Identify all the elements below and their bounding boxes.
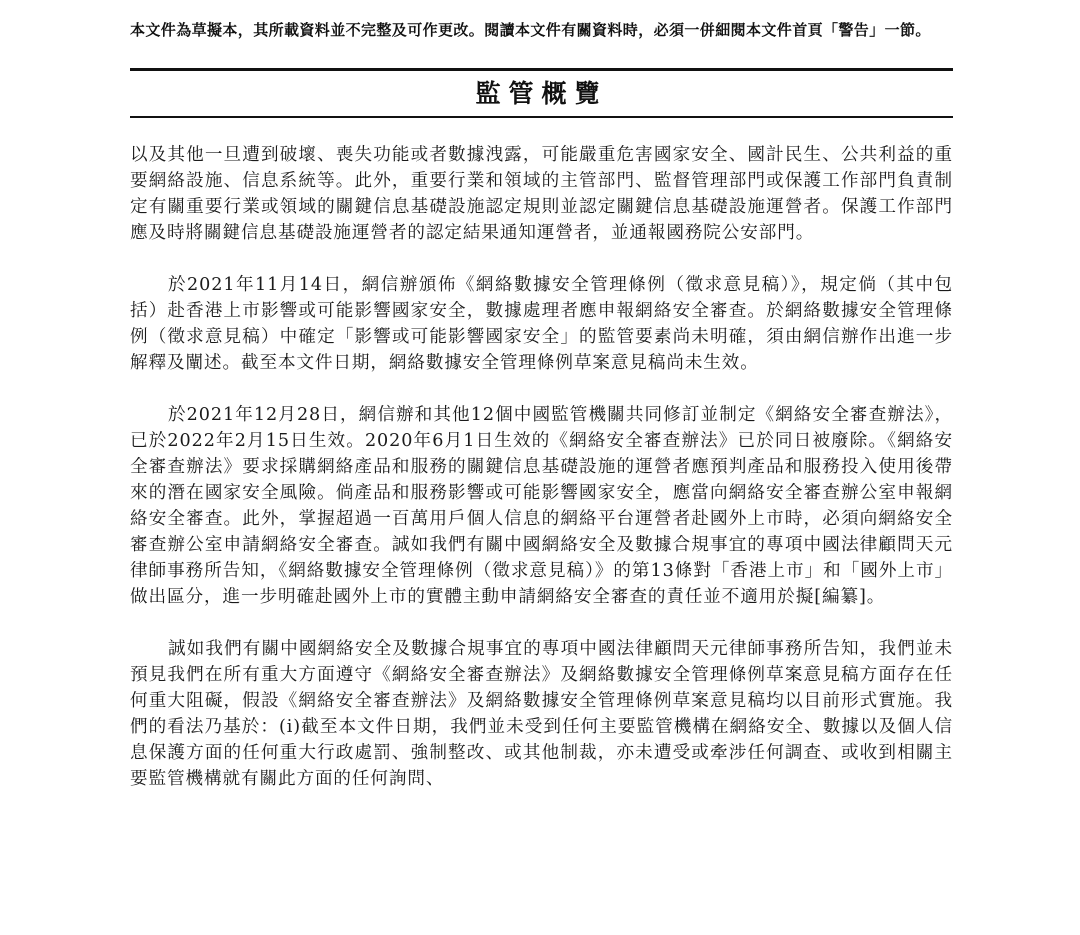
paragraph-continuation: 以及其他一旦遭到破壞、喪失功能或者數據洩露，可能嚴重危害國家安全、國計民生、公共利益的重要網絡設施、信息系統等。此外，重要行業和領域的主管部門、監督管理部門或保護工作部門負責制定有關重要行業或領域的關鍵信息基礎設施認定規則並認定關鍵信息基礎設施運營者。保護工作部門應及時將關鍵信息基礎設施運營者的認定結果通知運營者，並通報國務院公安部門。 [130,145,953,243]
paragraph-cyberspace-data-regulation: 於2021年11月14日，網信辦頒佈《網絡數據安全管理條例（徵求意見稿）》，規定倘（其中包括）赴香港上市影響或可能影響國家安全，數據處理者應申報網絡安全審查。於網絡數據安全管理條例（徵求意見稿）中確定「影響或可能影響國家安全」的監管要素尚未明確，須由網信辦作出進一步解釋及闡述。截至本文件日期，網絡數據安全管理條例草案意見稿尚未生效。 [130,275,954,373]
header-divider-top [130,68,953,71]
section-title: 監管概覽 [475,79,608,108]
paragraph-cybersecurity-review-measures: 於2021年12月28日，網信辦和其他12個中國監管機關共同修訂並制定《網絡安全審查辦法》，已於2022年2月15日生效。2020年6月1日生效的《網絡安全審查辦法》已於同日被廢除。《網絡安全審查辦法》要求採購網絡產品和服務的關鍵信息基礎設施的運營者應預判產品和服務投入使用後帶來的潛在國家安全風險。倘產品和服務影響或可能影響國家安全，應當向網絡安全審查辦公室申報網絡安全審查。此外，掌握超過一百萬用戶個人信息的網絡平台運營者赴國外上市時，必須向網絡安全審查辦公室申請網絡安全審查。誠如我們有關中國網絡安全及數據合規事宜的專項中國法律顧問天元律師事務所告知，《網絡數據安全管理條例（徵求意見稿）》的第13條對「香港上市」和「國外上市」做出區分，進一步明確赴國外上市的實體主動申請網絡安全審查的責任並不適用於擬[編纂]。 [130,405,953,607]
header-divider-bottom [130,116,953,118]
draft-warning-notice: 本文件為草擬本，其所載資料並不完整及可作更改。閱讀本文件有關資料時，必須一併細閱本文件首頁「警告」一節。 [130,21,931,39]
document-body [130,142,953,792]
paragraph-legal-advisor-opinion: 誠如我們有關中國網絡安全及數據合規事宜的專項中國法律顧問天元律師事務所告知，我們並未預見我們在所有重大方面遵守《網絡安全審查辦法》及網絡數據安全管理條例草案意見稿方面存在任何重大阻礙，假設《網絡安全審查辦法》及網絡數據安全管理條例草案意見稿均以目前形式實施。我們的看法乃基於：(i)截至本文件日期，我們並未受到任何主要監管機構在網絡安全、數據以及個人信息保護方面的任何重大行政處罰、強制整改、或其他制裁，亦未遭受或牽涉任何調查、或收到相關主要監管機構就有關此方面的任何詢問、 [130,639,953,789]
